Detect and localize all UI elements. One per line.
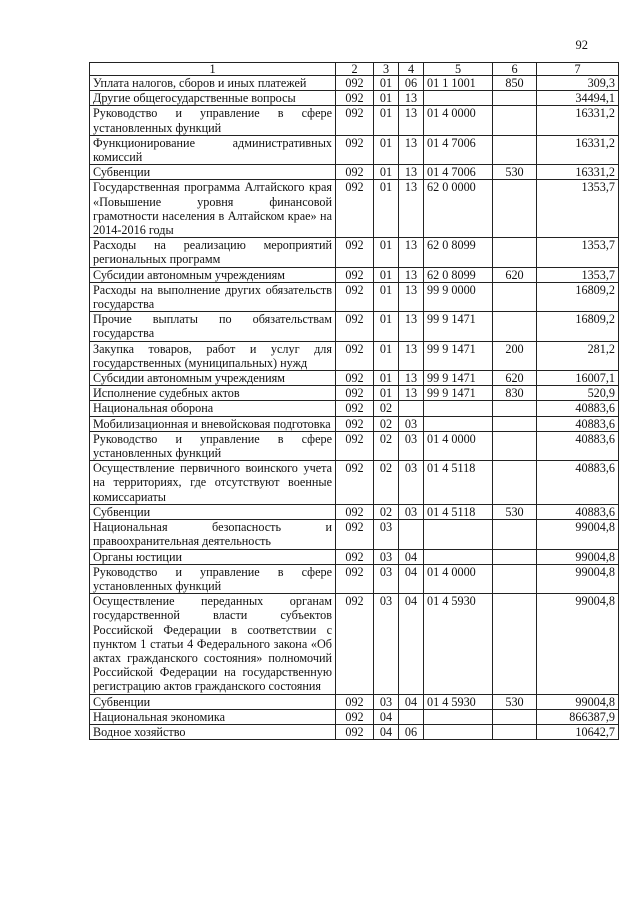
item-name-cell: Закупка товаров, работ и услуг для государственных (муниципальных) нужд xyxy=(90,341,336,370)
expense-type-code-cell: 620 xyxy=(493,371,537,386)
subsection-code-cell: 13 xyxy=(399,238,424,267)
item-name-cell: Расходы на выполнение других обязательств государства xyxy=(90,282,336,311)
target-article-code-cell: 01 4 0000 xyxy=(424,106,493,135)
target-article-code-cell: 01 1 1001 xyxy=(424,76,493,91)
ministry-code-cell: 092 xyxy=(336,135,374,164)
amount-cell: 520,9 xyxy=(537,386,619,401)
amount-cell: 99004,8 xyxy=(537,549,619,564)
section-code-cell: 04 xyxy=(374,709,399,724)
item-name-cell: Прочие выплаты по обязательствам государства xyxy=(90,312,336,341)
expense-type-code-cell: 850 xyxy=(493,76,537,91)
expense-type-code-cell xyxy=(493,238,537,267)
ministry-code-cell: 092 xyxy=(336,106,374,135)
expense-type-code-cell xyxy=(493,564,537,593)
expense-type-code-cell xyxy=(493,401,537,416)
subsection-code-cell: 04 xyxy=(399,549,424,564)
expense-type-code-cell: 530 xyxy=(493,165,537,180)
item-name-cell: Руководство и управление в сфере установленных функций xyxy=(90,106,336,135)
section-code-cell: 02 xyxy=(374,431,399,460)
item-name-cell: Национальная экономика xyxy=(90,709,336,724)
amount-cell: 40883,6 xyxy=(537,461,619,505)
item-name-cell: Государственная программа Алтайского края «Повышение уровня финансовой грамотности населения в Алтайском крае» на 2014-2016 годы xyxy=(90,180,336,238)
table-row xyxy=(90,461,619,505)
target-article-code-cell: 01 4 5930 xyxy=(424,694,493,709)
table-row xyxy=(90,520,619,549)
ministry-code-cell: 092 xyxy=(336,282,374,311)
table-row xyxy=(90,371,619,386)
amount-cell: 16007,1 xyxy=(537,371,619,386)
table-row xyxy=(90,165,619,180)
section-code-cell: 01 xyxy=(374,76,399,91)
expense-type-code-cell: 620 xyxy=(493,267,537,282)
target-article-code-cell: 62 0 0000 xyxy=(424,180,493,238)
target-article-code-cell: 01 4 0000 xyxy=(424,431,493,460)
expense-type-code-cell xyxy=(493,709,537,724)
expense-type-code-cell xyxy=(493,431,537,460)
subsection-code-cell xyxy=(399,401,424,416)
section-code-cell: 01 xyxy=(374,341,399,370)
table-row xyxy=(90,386,619,401)
table-row xyxy=(90,91,619,106)
item-name-cell: Субвенции xyxy=(90,165,336,180)
ministry-code-cell: 092 xyxy=(336,594,374,694)
subsection-code-cell: 13 xyxy=(399,91,424,106)
budget-table xyxy=(89,62,619,740)
expense-type-code-cell xyxy=(493,416,537,431)
section-code-cell: 02 xyxy=(374,461,399,505)
expense-type-code-cell xyxy=(493,520,537,549)
target-article-code-cell: 99 9 1471 xyxy=(424,371,493,386)
section-code-cell: 01 xyxy=(374,386,399,401)
target-article-code-cell: 99 9 1471 xyxy=(424,312,493,341)
table-row xyxy=(90,431,619,460)
ministry-code-cell: 092 xyxy=(336,341,374,370)
amount-cell: 99004,8 xyxy=(537,564,619,593)
target-article-code-cell: 01 4 5118 xyxy=(424,461,493,505)
table-row xyxy=(90,549,619,564)
target-article-code-cell: 01 4 0000 xyxy=(424,564,493,593)
amount-cell: 16809,2 xyxy=(537,282,619,311)
amount-cell: 16331,2 xyxy=(537,106,619,135)
item-name-cell: Органы юстиции xyxy=(90,549,336,564)
target-article-code-cell: 01 4 7006 xyxy=(424,165,493,180)
ministry-code-cell: 092 xyxy=(336,416,374,431)
section-code-cell: 01 xyxy=(374,165,399,180)
section-code-cell: 03 xyxy=(374,549,399,564)
expense-type-code-cell xyxy=(493,91,537,106)
subsection-code-cell: 13 xyxy=(399,312,424,341)
item-name-cell: Исполнение судебных актов xyxy=(90,386,336,401)
subsection-code-cell: 04 xyxy=(399,694,424,709)
target-article-code-cell: 01 4 5930 xyxy=(424,594,493,694)
ministry-code-cell: 092 xyxy=(336,76,374,91)
expense-type-code-cell xyxy=(493,312,537,341)
expense-type-code-cell: 830 xyxy=(493,386,537,401)
ministry-code-cell: 092 xyxy=(336,401,374,416)
column-header-6: 6 xyxy=(493,63,537,76)
column-header-7: 7 xyxy=(537,63,619,76)
table-header xyxy=(90,63,619,76)
subsection-code-cell: 13 xyxy=(399,180,424,238)
table-body xyxy=(90,76,619,740)
amount-cell: 309,3 xyxy=(537,76,619,91)
section-code-cell: 03 xyxy=(374,594,399,694)
amount-cell: 40883,6 xyxy=(537,401,619,416)
item-name-cell: Функционирование административных комиссий xyxy=(90,135,336,164)
table-row xyxy=(90,180,619,238)
ministry-code-cell: 092 xyxy=(336,312,374,341)
ministry-code-cell: 092 xyxy=(336,386,374,401)
ministry-code-cell: 092 xyxy=(336,91,374,106)
item-name-cell: Субсидии автономным учреждениям xyxy=(90,267,336,282)
table-row xyxy=(90,238,619,267)
expense-type-code-cell: 530 xyxy=(493,504,537,519)
item-name-cell: Национальная безопасность и правоохранительная деятельность xyxy=(90,520,336,549)
section-code-cell: 01 xyxy=(374,282,399,311)
item-name-cell: Уплата налогов, сборов и иных платежей xyxy=(90,76,336,91)
ministry-code-cell: 092 xyxy=(336,165,374,180)
ministry-code-cell: 092 xyxy=(336,709,374,724)
ministry-code-cell: 092 xyxy=(336,724,374,739)
table-row xyxy=(90,416,619,431)
subsection-code-cell xyxy=(399,709,424,724)
target-article-code-cell xyxy=(424,724,493,739)
ministry-code-cell: 092 xyxy=(336,504,374,519)
table-row xyxy=(90,135,619,164)
target-article-code-cell xyxy=(424,416,493,431)
subsection-code-cell xyxy=(399,520,424,549)
item-name-cell: Субвенции xyxy=(90,504,336,519)
expense-type-code-cell xyxy=(493,106,537,135)
section-code-cell: 01 xyxy=(374,312,399,341)
table-row xyxy=(90,341,619,370)
target-article-code-cell: 99 9 0000 xyxy=(424,282,493,311)
subsection-code-cell: 13 xyxy=(399,135,424,164)
page-number: 92 xyxy=(575,38,588,52)
expense-type-code-cell xyxy=(493,461,537,505)
section-code-cell: 01 xyxy=(374,135,399,164)
item-name-cell: Расходы на реализацию мероприятий региональных программ xyxy=(90,238,336,267)
subsection-code-cell: 13 xyxy=(399,165,424,180)
item-name-cell: Руководство и управление в сфере установленных функций xyxy=(90,564,336,593)
table-row xyxy=(90,267,619,282)
expense-type-code-cell xyxy=(493,135,537,164)
expense-type-code-cell xyxy=(493,724,537,739)
item-name-cell: Осуществление переданных органам государственной власти субъектов Российской Федерации в соответствии с пунктом 1 статьи 4 Федерального закона «Об актах гражданского состояния» полномочий Российской Федерации на государственную регистрацию актов гражданского состояния xyxy=(90,594,336,694)
column-header-1: 1 xyxy=(90,63,336,76)
amount-cell: 1353,7 xyxy=(537,180,619,238)
amount-cell: 16809,2 xyxy=(537,312,619,341)
subsection-code-cell: 03 xyxy=(399,461,424,505)
ministry-code-cell: 092 xyxy=(336,431,374,460)
ministry-code-cell: 092 xyxy=(336,180,374,238)
target-article-code-cell: 99 9 1471 xyxy=(424,341,493,370)
amount-cell: 866387,9 xyxy=(537,709,619,724)
subsection-code-cell: 03 xyxy=(399,504,424,519)
subsection-code-cell: 13 xyxy=(399,106,424,135)
item-name-cell: Субсидии автономным учреждениям xyxy=(90,371,336,386)
amount-cell: 99004,8 xyxy=(537,594,619,694)
subsection-code-cell: 03 xyxy=(399,416,424,431)
expense-type-code-cell xyxy=(493,594,537,694)
amount-cell: 16331,2 xyxy=(537,165,619,180)
target-article-code-cell: 01 4 5118 xyxy=(424,504,493,519)
expense-type-code-cell xyxy=(493,549,537,564)
amount-cell: 99004,8 xyxy=(537,520,619,549)
target-article-code-cell xyxy=(424,401,493,416)
column-header-4: 4 xyxy=(399,63,424,76)
table-row xyxy=(90,564,619,593)
target-article-code-cell xyxy=(424,709,493,724)
expense-type-code-cell: 200 xyxy=(493,341,537,370)
target-article-code-cell: 62 0 8099 xyxy=(424,238,493,267)
column-header-5: 5 xyxy=(424,63,493,76)
subsection-code-cell: 04 xyxy=(399,594,424,694)
section-code-cell: 03 xyxy=(374,564,399,593)
table-row xyxy=(90,106,619,135)
subsection-code-cell: 13 xyxy=(399,371,424,386)
target-article-code-cell: 99 9 1471 xyxy=(424,386,493,401)
section-code-cell: 01 xyxy=(374,238,399,267)
table-row xyxy=(90,312,619,341)
expense-type-code-cell: 530 xyxy=(493,694,537,709)
section-code-cell: 02 xyxy=(374,416,399,431)
target-article-code-cell xyxy=(424,91,493,106)
section-code-cell: 02 xyxy=(374,401,399,416)
target-article-code-cell: 62 0 8099 xyxy=(424,267,493,282)
amount-cell: 34494,1 xyxy=(537,91,619,106)
amount-cell: 16331,2 xyxy=(537,135,619,164)
ministry-code-cell: 092 xyxy=(336,549,374,564)
subsection-code-cell: 13 xyxy=(399,341,424,370)
ministry-code-cell: 092 xyxy=(336,267,374,282)
amount-cell: 281,2 xyxy=(537,341,619,370)
ministry-code-cell: 092 xyxy=(336,371,374,386)
section-code-cell: 01 xyxy=(374,267,399,282)
table-row xyxy=(90,724,619,739)
amount-cell: 99004,8 xyxy=(537,694,619,709)
section-code-cell: 04 xyxy=(374,724,399,739)
ministry-code-cell: 092 xyxy=(336,461,374,505)
target-article-code-cell: 01 4 7006 xyxy=(424,135,493,164)
ministry-code-cell: 092 xyxy=(336,520,374,549)
table-row xyxy=(90,504,619,519)
column-header-3: 3 xyxy=(374,63,399,76)
table-row xyxy=(90,694,619,709)
subsection-code-cell: 06 xyxy=(399,724,424,739)
section-code-cell: 01 xyxy=(374,91,399,106)
section-code-cell: 03 xyxy=(374,694,399,709)
amount-cell: 40883,6 xyxy=(537,504,619,519)
item-name-cell: Мобилизационная и вневойсковая подготовка xyxy=(90,416,336,431)
item-name-cell: Руководство и управление в сфере установленных функций xyxy=(90,431,336,460)
subsection-code-cell: 13 xyxy=(399,267,424,282)
ministry-code-cell: 092 xyxy=(336,694,374,709)
item-name-cell: Национальная оборона xyxy=(90,401,336,416)
amount-cell: 40883,6 xyxy=(537,431,619,460)
section-code-cell: 02 xyxy=(374,504,399,519)
table-row xyxy=(90,282,619,311)
section-code-cell: 01 xyxy=(374,371,399,386)
ministry-code-cell: 092 xyxy=(336,564,374,593)
subsection-code-cell: 06 xyxy=(399,76,424,91)
subsection-code-cell: 13 xyxy=(399,282,424,311)
table-row xyxy=(90,76,619,91)
amount-cell: 40883,6 xyxy=(537,416,619,431)
item-name-cell: Другие общегосударственные вопросы xyxy=(90,91,336,106)
target-article-code-cell xyxy=(424,549,493,564)
table-row xyxy=(90,709,619,724)
target-article-code-cell xyxy=(424,520,493,549)
subsection-code-cell: 04 xyxy=(399,564,424,593)
column-header-2: 2 xyxy=(336,63,374,76)
section-code-cell: 03 xyxy=(374,520,399,549)
table-row xyxy=(90,401,619,416)
amount-cell: 10642,7 xyxy=(537,724,619,739)
item-name-cell: Субвенции xyxy=(90,694,336,709)
amount-cell: 1353,7 xyxy=(537,267,619,282)
amount-cell: 1353,7 xyxy=(537,238,619,267)
section-code-cell: 01 xyxy=(374,106,399,135)
table-row xyxy=(90,594,619,694)
subsection-code-cell: 03 xyxy=(399,431,424,460)
header-row xyxy=(90,63,619,76)
item-name-cell: Осуществление первичного воинского учета на территориях, где отсутствуют военные комиссариаты xyxy=(90,461,336,505)
section-code-cell: 01 xyxy=(374,180,399,238)
expense-type-code-cell xyxy=(493,180,537,238)
subsection-code-cell: 13 xyxy=(399,386,424,401)
item-name-cell: Водное хозяйство xyxy=(90,724,336,739)
expense-type-code-cell xyxy=(493,282,537,311)
ministry-code-cell: 092 xyxy=(336,238,374,267)
